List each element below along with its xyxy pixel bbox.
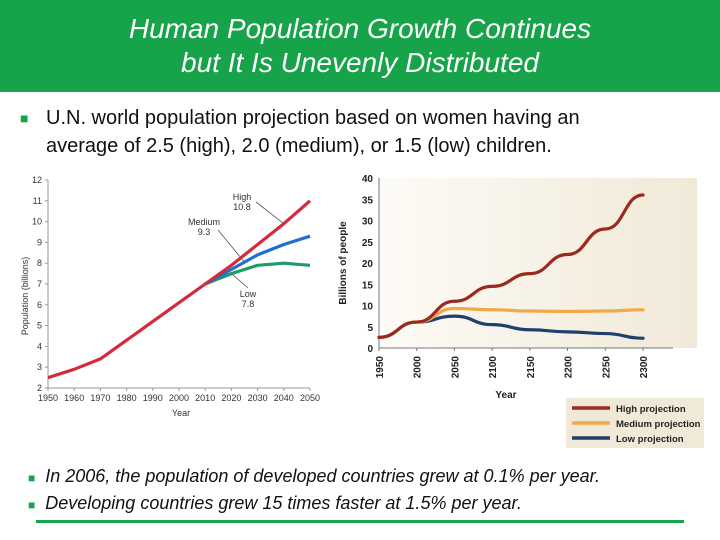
left-x-tick-label: 2030 (247, 393, 268, 403)
left-y-tick-label: 8 (36, 258, 42, 269)
left-medium-label-name: Medium (187, 217, 221, 227)
right-x-tick-label: 2000 (412, 356, 424, 379)
right-y-tick-label: 5 (367, 322, 373, 334)
left-x-tick-label: 1950 (37, 393, 59, 403)
right-y-tick-label: 15 (361, 280, 373, 292)
left-y-tick-label: 3 (36, 362, 42, 373)
footer-divider (36, 520, 684, 523)
left-medium-label-value: 9.3 (197, 227, 211, 237)
slide-title-line-2: but It Is Unevenly Distributed (181, 47, 539, 78)
left-y-tick-label: 2 (36, 383, 42, 393)
left-y-tick-label: 11 (32, 195, 42, 206)
right-y-tick-label: 40 (361, 174, 373, 185)
bottom-bullet-2-text: Developing countries grew 15 times faster at 1.5% per year. (45, 493, 522, 513)
right-legend-label-1: Medium projection (616, 419, 701, 430)
left-chart-background (16, 170, 320, 422)
right-population-chart (334, 166, 704, 448)
right-y-tick-label: 25 (361, 237, 373, 249)
left-x-tick-label: 1970 (90, 393, 111, 403)
left-x-tick-label: 2020 (221, 393, 242, 403)
left-x-axis-label: Year (171, 408, 191, 418)
right-legend-label-0: High projection (616, 404, 686, 415)
left-high-label-name: High (232, 192, 252, 202)
right-x-tick-label: 2250 (601, 356, 613, 379)
left-low-label-name: Low (239, 289, 257, 299)
right-y-tick-label: 20 (361, 259, 373, 270)
left-x-tick-label: 1980 (116, 393, 137, 403)
bottom-bullet-1 (28, 466, 708, 487)
left-y-tick-label: 7 (36, 279, 42, 289)
right-x-tick-label: 2100 (488, 356, 500, 379)
slide-title-banner (0, 0, 720, 92)
left-x-tick-label: 2000 (168, 393, 190, 403)
left-x-tick-label: 1990 (142, 393, 163, 403)
main-bullet (20, 104, 710, 160)
right-x-tick-label: 2300 (639, 356, 650, 379)
main-bullet-line-1: U.N. world population projection based on women having an (46, 107, 580, 129)
bottom-bullet-1-text: In 2006, the population of developed countries grew at 0.1% per year. (45, 466, 600, 486)
right-x-axis-label: Year (495, 390, 517, 401)
left-y-axis-label: Population (billions) (20, 256, 30, 336)
bottom-bullet-2 (28, 493, 708, 514)
right-y-tick-label: 35 (361, 195, 373, 207)
left-x-tick-label: 1960 (64, 393, 85, 403)
right-y-axis-label: Billions of people (338, 221, 349, 305)
main-bullet-line-2: average of 2.5 (high), 2.0 (medium), or 1.5 (low) children. (46, 135, 552, 157)
left-x-tick-label: 2010 (195, 393, 216, 403)
right-y-tick-label: 30 (361, 216, 373, 228)
left-high-label-value: 10.8 (233, 202, 251, 212)
right-x-tick-label: 1950 (375, 356, 386, 379)
right-x-tick-label: 2150 (525, 356, 537, 379)
right-legend-label-2: Low projection (616, 434, 684, 445)
right-y-tick-label: 0 (367, 344, 373, 355)
square-bullet-icon: ■ (28, 498, 36, 512)
right-chart-legend (566, 398, 704, 448)
square-bullet-icon: ■ (20, 110, 29, 126)
left-y-tick-label: 12 (31, 175, 42, 185)
square-bullet-icon: ■ (28, 471, 36, 485)
left-x-tick-label: 2040 (273, 393, 294, 403)
right-y-tick-label: 10 (361, 301, 373, 313)
left-y-tick-label: 5 (36, 320, 42, 331)
left-x-tick-label: 2050 (299, 393, 320, 403)
left-y-tick-label: 10 (31, 216, 42, 227)
left-y-tick-label: 9 (36, 237, 42, 248)
left-y-tick-label: 4 (36, 341, 42, 352)
left-y-tick-label: 6 (36, 299, 42, 310)
left-population-chart (16, 170, 320, 422)
slide-title-line-1: Human Population Growth Continues (128, 13, 592, 44)
right-x-tick-label: 2200 (563, 356, 575, 379)
right-x-tick-label: 2050 (450, 356, 462, 379)
left-low-label-value: 7.8 (241, 299, 255, 309)
